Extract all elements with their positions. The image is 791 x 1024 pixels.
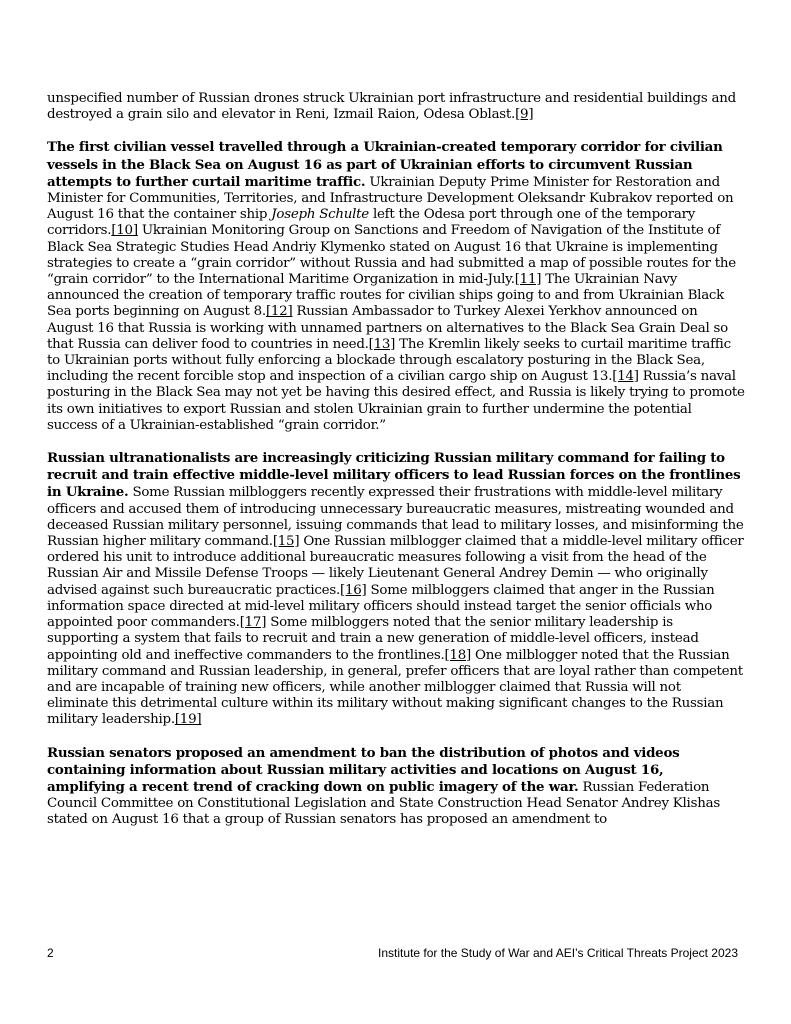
paragraph-text: Some Russian milbloggers recently expressed their frustrations with middle-level military officers and accused them of introducing unnecessary bureaucratic measures, mistreating wounded and deceased Russian military personnel, issuing commands that lead to military losses, and misinforming the Russian higher military command.	[47, 485, 744, 550]
paragraph-text: One milblogger noted that the Russian military command and Russian leadership, in general, prefer officers that are loyal rather than competent and are incapable of training new officers, while another milblogger claimed that Russia will not eliminate this detrimental culture within its military without making significant changes to the Russian military leadership.	[47, 647, 743, 728]
citation-link[interactable]: [18]	[444, 647, 472, 663]
paragraph-text: One Russian milblogger claimed that a middle-level military officer ordered his unit to introduce additional bureaucratic measures following a visit from the head of the Russian Air and Missile Defense Troops — likely Lieutenant General Andrey Demin — who originally advised against such bureaucratic practices.	[47, 534, 744, 598]
paragraph-text: Some milbloggers noted that the senior military leadership is supporting a system that fails to recruit and train a new generation of middle-level officers, instead appointing old and ineffective commanders to the frontlines.	[47, 615, 699, 663]
citation-link[interactable]: [17]	[239, 615, 267, 631]
paragraph-text: The Ukrainian Navy announced the creation of temporary traffic routes for civilian ships going to and from Ukrainian Black Sea ports beginning on August 8.	[47, 272, 725, 320]
paragraph-text: unspecified number of Russian drones struck Ukrainian port infrastructure and residential buildings and destroyed a grain silo and elevator in Reni, Izmail Raion, Odesa Oblast.	[47, 91, 736, 123]
paragraph-text: Russian Federation Council Committee on Constitutional Legislation and State Construction Head Senator Andrey Klishas stated on August 16 that a group of Russian senators has proposed an amendment to	[47, 779, 720, 828]
paragraph-text: Ukrainian Deputy Prime Minister for Restoration and Minister for Communities, Territories, and Infrastructure Development Oleksandr Kubrakov reported on August 16 that the container ship	[47, 174, 734, 223]
paragraph	[47, 139, 745, 434]
citation-link[interactable]: [10]	[111, 223, 138, 239]
citation-link[interactable]: [16]	[339, 582, 367, 598]
paragraph-lead-sentence: The first civilian vessel travelled through a Ukrainian-created temporary corridor for civilian vessels in the Black Sea on August 16 as part of Ukrainian efforts to circumvent Russian attempts to further curtail maritime traffic.	[47, 139, 723, 190]
paragraph-text: Some milbloggers claimed that anger in the Russian information space directed at mid-level military officers should instead target the senior officials who appointed poor commanders.	[47, 582, 715, 631]
document-body	[47, 91, 745, 845]
paragraph-text: left the Odesa port through one of the temporary corridors.	[47, 207, 696, 239]
paragraph	[47, 745, 745, 829]
citation-link[interactable]: [12]	[265, 304, 293, 320]
paragraph-lead-sentence: Russian ultranationalists are increasingly criticizing Russian military command for failing to recruit and train effective middle-level military officers to lead Russian forces on the frontlines in Ukraine.	[47, 450, 741, 501]
paragraph	[47, 91, 745, 123]
paragraph	[47, 450, 745, 728]
paragraph-text: The Kremlin likely seeks to curtail maritime traffic to Ukrainian ports without fully enforcing a blockade through escalatory posturing in the Black Sea, including the recent forcible stop and inspection of a civilian cargo ship on August 13.	[47, 336, 731, 385]
citation-link[interactable]: [15]	[272, 534, 300, 550]
citation-link[interactable]: [13]	[368, 336, 396, 352]
paragraph-text: Ukrainian Monitoring Group on Sanctions and Freedom of Navigation of the Institute of Black Sea Strategic Studies Head Andriy Klymenko stated on August 16 that Ukraine is implementing strategies to create a “grain corridor” without Russia and had submitted a map of possible routes for the “grain corridor” to the International Maritime Organization in mid-July.	[47, 223, 736, 288]
footer-credit: Institute for the Study of War and AEI’s Critical Threats Project 2023	[378, 946, 738, 960]
citation-link[interactable]: [9]	[515, 107, 534, 123]
paragraph-text: Russian Ambassador to Turkey Alexei Yerkhov announced on August 16 that Russia is working with unnamed partners on alternatives to the Black Sea Grain Deal so that Russia can deliver food to countries in need.	[47, 304, 728, 352]
ship-name: Joseph Schulte	[271, 207, 369, 223]
citation-link[interactable]: [11]	[514, 272, 542, 288]
paragraph-text: Russia’s naval posturing in the Black Sea may not yet be having this desired effect, and Russia is likely trying to promote its own initiatives to export Russian and stolen Ukrainian grain to further undermine the potential success of a Ukrainian-established “grain corridor.”	[47, 369, 745, 433]
citation-link[interactable]: [19]	[174, 712, 202, 728]
paragraph-lead-sentence: Russian senators proposed an amendment to ban the distribution of photos and videos containing information about Russian military activities and locations on August 16, amplifying a recent trend of cracking down on public imagery of the war.	[47, 744, 680, 795]
page-number: 2	[47, 946, 54, 960]
citation-link[interactable]: [14]	[612, 369, 639, 385]
